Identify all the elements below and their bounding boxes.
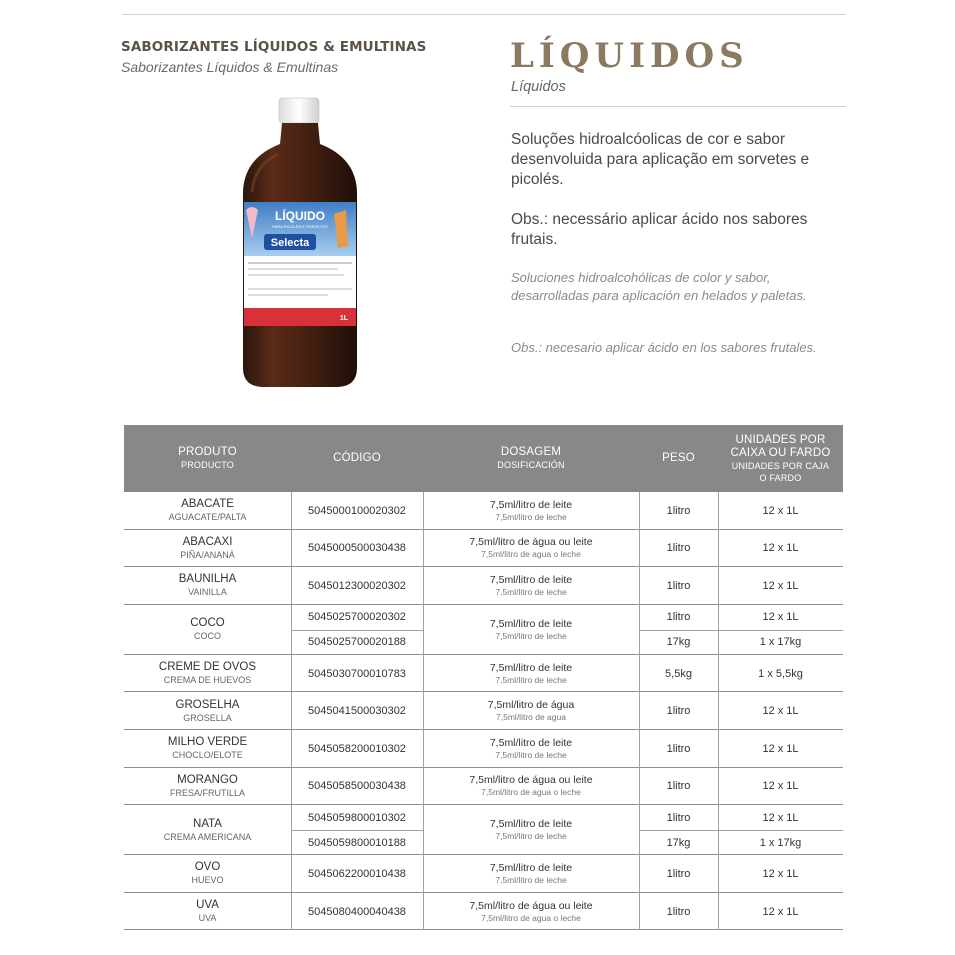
- weight-cell: [639, 655, 718, 693]
- code-cell: [291, 768, 423, 806]
- product-weight: 1litro: [666, 705, 691, 718]
- weight-cell: [639, 730, 718, 768]
- table-row: [124, 855, 843, 893]
- weight-cell: [639, 530, 718, 568]
- table-header: [124, 425, 843, 492]
- units-per-box: 12 x 1L: [762, 811, 799, 824]
- units-cell: [718, 768, 843, 806]
- units-cell: [718, 805, 843, 830]
- header-unidades-label-2: CAIXA OU FARDO: [730, 446, 831, 459]
- dosage-es: 7,5ml/litro de agua: [496, 712, 566, 723]
- product-cell: [124, 805, 291, 855]
- code-cell: [291, 655, 423, 693]
- description-pt: Soluções hidroalcóolicas de cor e sabor desenvoluida para aplicação em sorvetes e picolés.: [511, 131, 810, 188]
- product-name-pt: ABACATE: [181, 498, 234, 511]
- product-code: 5045080400040438: [308, 905, 406, 918]
- weight-cell: [639, 893, 718, 931]
- product-weight: 1litro: [666, 867, 691, 880]
- dosage-cell: [423, 567, 639, 605]
- product-cell: [124, 768, 291, 806]
- units-per-box: 12 x 1L: [762, 542, 799, 555]
- product-name-es: CHOCLO/ELOTE: [172, 750, 243, 761]
- product-name-es: GROSELLA: [183, 712, 232, 723]
- product-weight: 1litro: [666, 780, 691, 793]
- header-unidades-es-label-2: O FARDO: [759, 472, 802, 483]
- product-weight: 17kg: [666, 636, 691, 649]
- product-code: 5045062200010438: [308, 867, 406, 880]
- dosage-pt: 7,5ml/litro de água: [487, 699, 575, 712]
- product-cell: [124, 730, 291, 768]
- weight-cell: [639, 768, 718, 806]
- header-codigo-label: CÓDIGO: [333, 452, 381, 464]
- product-name-es: PIÑA/ANANÁ: [180, 549, 235, 560]
- units-cell: [718, 605, 843, 630]
- weight-cell: [639, 630, 718, 655]
- table-row: [124, 530, 843, 568]
- table-row: [124, 567, 843, 605]
- product-title: LÍQUIDOS: [510, 36, 749, 76]
- dosage-pt: 7,5ml/litro de leite: [489, 573, 573, 586]
- product-cell: [124, 692, 291, 730]
- code-cell: [291, 492, 423, 530]
- dosage-es: 7,5ml/litro de leche: [495, 586, 567, 597]
- dosage-pt: 7,5ml/litro de leite: [489, 661, 573, 674]
- product-name-es: UVA: [198, 913, 217, 924]
- sub-row-divider: [719, 630, 843, 631]
- product-code: 5045059800010302: [308, 811, 406, 824]
- header-peso: [639, 425, 718, 492]
- dosage-pt: 7,5ml/litro de água ou leite: [469, 774, 593, 787]
- product-weight: 1litro: [666, 504, 691, 517]
- product-weight: 1litro: [666, 611, 691, 624]
- dosage-es: 7,5ml/litro de leche: [495, 831, 567, 842]
- note-pt: Obs.: necessário aplicar ácido nos sabores frutais.: [511, 211, 808, 248]
- product-weight: 5,5kg: [665, 667, 692, 680]
- header-unidades-label-1: UNIDADES POR: [735, 433, 826, 446]
- table-row: [124, 893, 843, 931]
- top-divider: [122, 14, 846, 15]
- units-per-box: 12 x 1L: [762, 611, 799, 624]
- dosage-es: 7,5ml/litro de leche: [495, 630, 567, 641]
- label-tagline: PARA PICOLÉS E SORVETES: [272, 224, 328, 229]
- product-code: 5045000500030438: [308, 542, 406, 555]
- label-volume: 1L: [339, 315, 348, 322]
- product-name-es: FRESA/FRUTILLA: [169, 787, 245, 798]
- product-cell: [124, 655, 291, 693]
- product-bottle-image: [238, 96, 362, 388]
- dosage-es: 7,5ml/litro de leche: [495, 674, 567, 685]
- header-produto-label: PRODUTO: [178, 446, 237, 458]
- dosage-cell: [423, 655, 639, 693]
- units-per-box: 1 x 17kg: [759, 636, 802, 649]
- code-cell: [291, 893, 423, 931]
- dosage-cell: [423, 805, 639, 855]
- product-code: 5045012300020302: [308, 579, 406, 592]
- dosage-cell: [423, 692, 639, 730]
- product-cell: [124, 492, 291, 530]
- product-cell: [124, 605, 291, 655]
- dosage-cell: [423, 492, 639, 530]
- product-name-es: AGUACATE/PALTA: [168, 512, 247, 523]
- header-dosagem-label: DOSAGEM: [500, 446, 562, 458]
- dosage-cell: [423, 768, 639, 806]
- units-cell: [718, 893, 843, 931]
- product-name-pt: ABACAXI: [182, 535, 233, 548]
- header-produto: [124, 425, 291, 492]
- product-cell: [124, 567, 291, 605]
- product-code: 5045058200010302: [308, 742, 406, 755]
- units-per-box: 12 x 1L: [762, 742, 799, 755]
- dosage-cell: [423, 730, 639, 768]
- weight-cell: [639, 567, 718, 605]
- weight-cell: [639, 830, 718, 855]
- units-cell: [718, 530, 843, 568]
- product-weight: 17kg: [666, 836, 691, 849]
- product-name-pt: COCO: [190, 617, 225, 630]
- weight-cell: [639, 605, 718, 630]
- dosage-cell: [423, 530, 639, 568]
- dosage-pt: 7,5ml/litro de água ou leite: [469, 536, 593, 549]
- dosage-pt: 7,5ml/litro de leite: [489, 736, 573, 749]
- product-code: 5045041500030302: [308, 705, 406, 718]
- table-row: [124, 730, 843, 768]
- code-cell: [291, 605, 423, 630]
- dosage-es: 7,5ml/litro de leche: [495, 874, 567, 885]
- header-dosagem: [423, 425, 639, 492]
- product-weight: 1litro: [666, 542, 691, 555]
- dosage-pt: 7,5ml/litro de leite: [489, 861, 573, 874]
- product-weight: 1litro: [666, 905, 691, 918]
- product-name-pt: MILHO VERDE: [167, 736, 248, 749]
- units-cell: [718, 855, 843, 893]
- code-cell: [291, 530, 423, 568]
- units-cell: [718, 730, 843, 768]
- product-name-es: VAINILLA: [188, 587, 227, 598]
- label-brand-line: LÍQUIDO: [275, 209, 325, 223]
- header-codigo: [291, 425, 423, 492]
- dosage-cell: [423, 605, 639, 655]
- product-weight: 1litro: [666, 579, 691, 592]
- header-unidades-es-label-1: UNIDADES POR CAJA: [731, 460, 830, 471]
- weight-cell: [639, 492, 718, 530]
- header-dosificacion-label: DOSIFICACIÓN: [497, 460, 565, 470]
- units-per-box: 12 x 1L: [762, 579, 799, 592]
- code-cell: [291, 692, 423, 730]
- product-name-es: CREMA DE HUEVOS: [163, 675, 252, 686]
- weight-cell: [639, 805, 718, 830]
- units-cell: [718, 630, 843, 655]
- title-divider: [510, 106, 846, 107]
- units-per-box: 12 x 1L: [762, 705, 799, 718]
- dosage-cell: [423, 893, 639, 931]
- code-cell: [291, 855, 423, 893]
- table-row: [124, 692, 843, 730]
- sub-row-divider: [719, 830, 843, 831]
- dosage-es: 7,5ml/litro de agua o leche: [481, 787, 581, 798]
- units-per-box: 1 x 17kg: [759, 836, 802, 849]
- table-row: [124, 492, 843, 530]
- product-name-pt: NATA: [193, 817, 222, 830]
- product-cell: [124, 855, 291, 893]
- sub-row-divider: [640, 630, 718, 631]
- units-cell: [718, 492, 843, 530]
- product-subtitle: Líquidos: [511, 79, 566, 95]
- dosage-pt: 7,5ml/litro de leite: [489, 617, 573, 630]
- dosage-es: 7,5ml/litro de leche: [495, 511, 567, 522]
- code-cell: [291, 730, 423, 768]
- product-name-pt: MORANGO: [177, 773, 238, 786]
- dosage-es: 7,5ml/litro de leche: [495, 749, 567, 760]
- units-cell: [718, 655, 843, 693]
- header-unidades: [718, 425, 843, 492]
- category-subtitle: Saborizantes Líquidos & Emultinas: [121, 59, 339, 75]
- product-code: 5045025700020302: [308, 611, 406, 624]
- product-name-pt: GROSELHA: [175, 698, 240, 711]
- product-name-pt: OVO: [194, 861, 221, 874]
- units-cell: [718, 692, 843, 730]
- weight-cell: [639, 855, 718, 893]
- units-per-box: 12 x 1L: [762, 504, 799, 517]
- product-weight: 1litro: [666, 811, 691, 824]
- dosage-cell: [423, 855, 639, 893]
- sub-row-divider: [292, 630, 423, 631]
- product-cell: [124, 530, 291, 568]
- product-code: 5045030700010783: [308, 667, 406, 680]
- code-cell: [291, 805, 423, 830]
- product-name-es: CREMA AMERICANA: [163, 831, 252, 842]
- category-title: SABORIZANTES LÍQUIDOS & EMULTINAS: [121, 39, 427, 55]
- product-code: 5045058500030438: [308, 780, 406, 793]
- units-cell: [718, 567, 843, 605]
- table-row: [124, 605, 843, 655]
- dosage-pt: 7,5ml/litro de água ou leite: [469, 899, 593, 912]
- product-code: 5045000100020302: [308, 504, 406, 517]
- units-per-box: 12 x 1L: [762, 905, 799, 918]
- code-cell: [291, 830, 423, 855]
- weight-cell: [639, 692, 718, 730]
- description-es: Soluciones hidroalcohólicas de color y sabor, desarrolladas para aplicación en helados y paletas.: [511, 270, 807, 303]
- product-name-pt: CREME DE OVOS: [158, 661, 257, 674]
- product-name-pt: BAUNILHA: [178, 573, 237, 586]
- units-per-box: 12 x 1L: [762, 867, 799, 880]
- dosage-pt: 7,5ml/litro de leite: [489, 818, 573, 831]
- units-per-box: 1 x 5,5kg: [758, 667, 803, 680]
- product-weight: 1litro: [666, 742, 691, 755]
- dosage-es: 7,5ml/litro de agua o leche: [481, 549, 581, 560]
- code-cell: [291, 567, 423, 605]
- dosage-es: 7,5ml/litro de agua o leche: [481, 912, 581, 923]
- sub-row-divider: [640, 830, 718, 831]
- header-producto-label: PRODUCTO: [181, 460, 234, 470]
- product-name-pt: UVA: [196, 899, 219, 912]
- units-cell: [718, 830, 843, 855]
- product-code: 5045059800010188: [308, 836, 406, 849]
- product-name-es: COCO: [194, 631, 221, 642]
- product-cell: [124, 893, 291, 931]
- table-row: [124, 655, 843, 693]
- sub-row-divider: [292, 830, 423, 831]
- product-name-es: HUEVO: [191, 875, 224, 886]
- label-brand: Selecta: [270, 237, 310, 249]
- product-code: 5045025700020188: [308, 636, 406, 649]
- dosage-pt: 7,5ml/litro de leite: [489, 498, 573, 511]
- header-peso-label: PESO: [662, 452, 695, 464]
- code-cell: [291, 630, 423, 655]
- table-row: [124, 805, 843, 855]
- units-per-box: 12 x 1L: [762, 780, 799, 793]
- table-row: [124, 768, 843, 806]
- note-es: Obs.: necesario aplicar ácido en los sabores frutales.: [511, 340, 817, 355]
